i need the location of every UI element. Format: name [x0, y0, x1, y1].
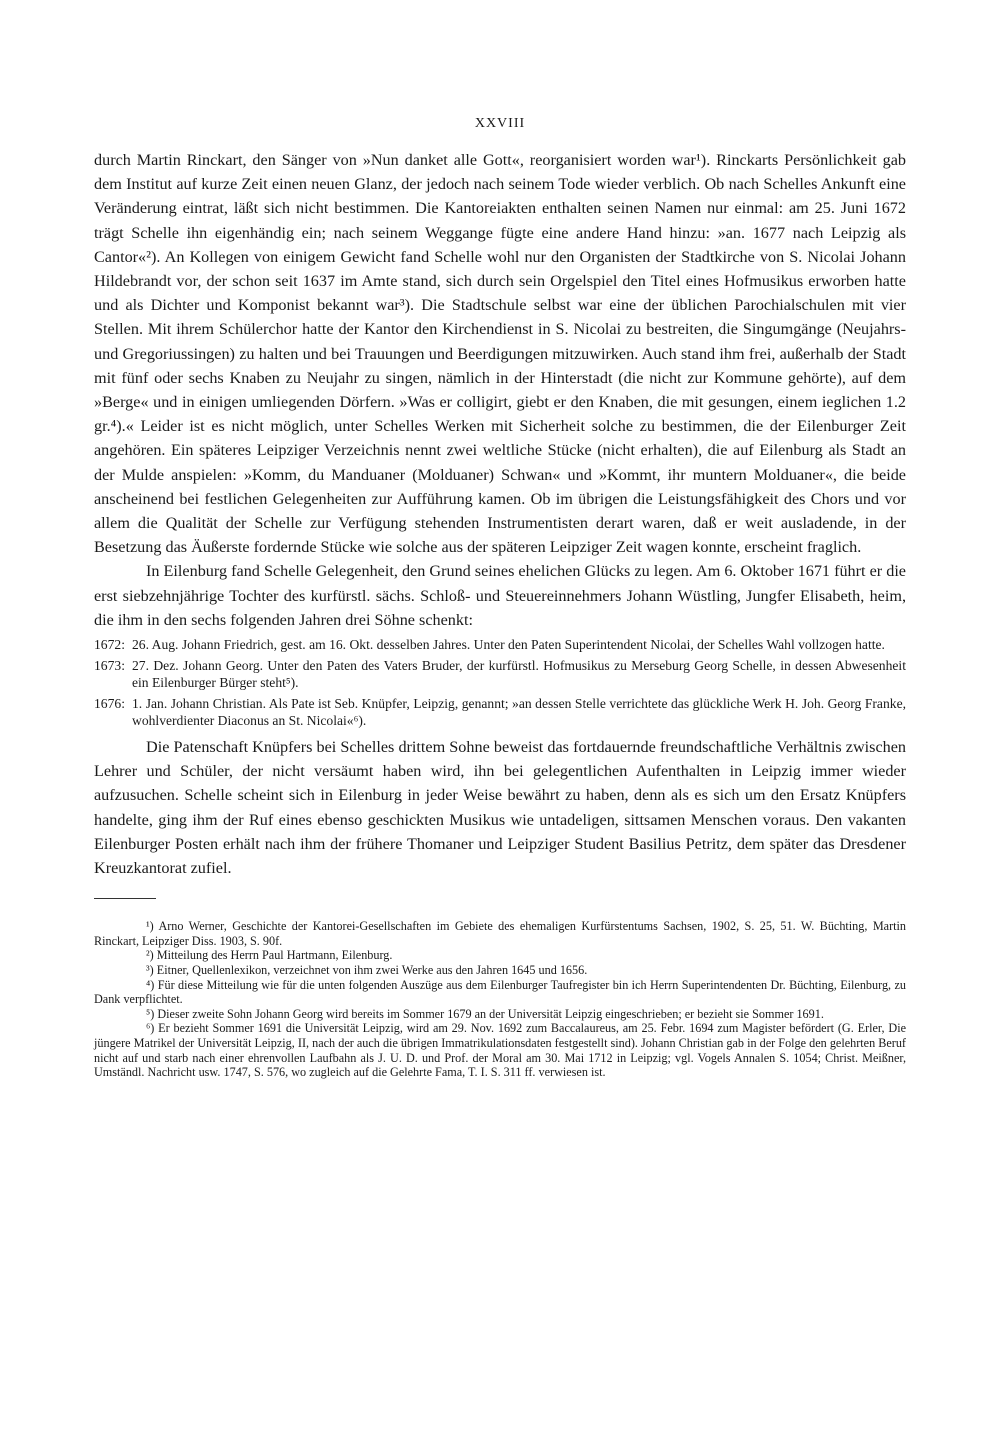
closing-paragraph: Die Patenschaft Knüpfers bei Schelles drittem Sohne beweist das fortdauernde freundschaftliche Verhältnis zwischen Lehrer und Schüler, der nicht versäumt haben wird, ihn bei gelegentlichen Aufenthalten in Leipzig immer wieder aufzusuchen. Schelle scheint sich in Eilenburg in jeder Weise bewährt zu haben, denn als es sich um den Ersatz Knüpfers handelte, ging ihm der Ruf eines ebenso geschickten Musikus wie untadeligen, sittsamen Menschen voraus. Den vakanten Eilenburger Posten erhält nach ihm der frühere Thomaner und Leipziger Student Basilius Petritz, dem später das Dresdener Kreuzkantorat zufiel. [94, 738, 906, 878]
footnote-5: ⁵) Dieser zweite Sohn Johann Georg wird bereits im Sommer 1679 an der Universität Leipzig eingeschrieben; er bezieht sie Sommer 1691. [146, 1006, 824, 1021]
book-page [94, 116, 906, 1080]
footnote-1: ¹) Arno Werner, Geschichte der Kantorei-Gesellschaften im Gebiete des ehemaligen Kurfürstentums Sachsen, 1902, S. 25, 51. W. Büchting, Martin Rinckart, Leipziger Diss. 1903, S. 90f. [94, 919, 906, 948]
footnote-3: ³) Eitner, Quellenlexikon, verzeichnet von ihm zwei Werke aus den Jahren 1645 und 1656. [146, 963, 588, 978]
main-text [94, 148, 906, 880]
footnotes [94, 919, 906, 1080]
birth-register [94, 636, 906, 729]
birth-entry [94, 636, 906, 653]
birth-year: 1676: [94, 696, 125, 712]
footnote-4: ⁴) Für diese Mitteilung wie für die unten folgenden Auszüge aus dem Eilenburger Taufregister bin ich Herrn Superintendenten Dr. Büchting, Eilenburg, zu Dank verpflichtet. [94, 977, 906, 1007]
page-number: XXVIII [474, 116, 526, 131]
footnote-6: ⁶) Er bezieht Sommer 1691 die Universität Leipzig, wird am 29. Nov. 1692 zum Baccalaureus, am 25. Febr. 1694 zum Magister befördert (G. Erler, Die jüngere Matrikel der Universität Leipzig, II, nach der auch die übrigen Immatrikulationsdaten festgestellt sind). Johann Christian gab in der Folge den gelehrten Beruf nicht auf und starb nach einer ehrenvollen Laufbahn als J. U. D. und Prof. der Moral am 30. Mai 1712 in Leipzig; vgl. Vogels Annalen S. 1054; Christ. Meißner, Umständl. Nachricht usw. 1747, S. 576, wo zugleich auf die Gelehrte Fama, T. I. S. 311 ff. verwiesen ist. [94, 1021, 906, 1080]
birth-year: 1673: [94, 658, 125, 674]
footnote-2: ²) Mitteilung des Herrn Paul Hartmann, Eilenburg. [146, 948, 393, 963]
birth-entry [94, 657, 906, 691]
birth-text: 26. Aug. Johann Friedrich, gest. am 16. Okt. desselben Jahres. Unter den Paten Superintendent Nicolai, der Schelles Wahl vollzogen hatte. [132, 637, 885, 653]
birth-entry [94, 695, 906, 729]
footnote-divider [94, 898, 156, 899]
paragraph-1: durch Martin Rinckart, den Sänger von »Nun danket alle Gott«, reorganisiert worden war¹). Rinckarts Persönlichkeit gab dem Institut auf kurze Zeit einen neuen Glanz, der jedoch nach seinem Tode wieder verblich. Ob nach Schelles Ankunft eine Veränderung eintrat, läßt sich nicht bestimmen. Die Kantoreiakten enthalten seinen Namen nur einmal: am 25. Juni 1672 trägt Schelle ihn eigenhändig ein; nach seinem Weggange fügte eine andere Hand hinzu: »an. 1677 nach Leipzig als Cantor«²). An Kollegen von einigem Gewicht fand Schelle wohl nur den Organisten der Stadtkirche von S. Nicolai Johann Hildebrandt vor, der schon seit 1637 im Amte stand, sich durch sein Orgelspiel den Titel eines Hofmusikus erworben hatte und als Dichter und Komponist bekannt war³). Die Stadtschule selbst war eine der üblichen Parochialschulen mit vier Stellen. Mit ihrem Schülerchor hatte der Kantor den Kirchendienst in S. Nicolai zu bestreiten, die Singumgänge (Neujahrs- und Gregoriussingen) zu halten und bei Trauungen und Beerdigungen mitzuwirken. Auch stand ihm frei, außerhalb der Stadt mit fünf oder sechs Knaben zu Neujahr zu singen, nämlich in der Hinterstadt (die nicht zur Kommune gehörte), auf dem »Berge« und in einigen umliegenden Dörfern. »Was er colligirt, giebt er den Knaben, die mit gesungen, einem ieglichen 1.2 gr.⁴).« Leider ist es nicht möglich, unter Schelles Werken mit Sicherheit solche zu bestimmen, die der Eilenburger Zeit angehören. Ein späteres Leipziger Verzeichnis nennt zwei weltliche Stücke (nicht erhalten), die auf Eilenburg als Stadt an der Mulde anspielen: »Komm, du Manduaner (Molduaner) Schwan« und »Kommt, ihr muntern Molduaner«, die beide anscheinend bei festlichen Gelegenheiten zur Aufführung kamen. Ob im übrigen die Leistungsfähigkeit des Chors und vor allem die Qualität der Schelle zur Verfügung stehenden Instrumentisten derart waren, daß er weit ausladende, in der Besetzung das Äußerste fordernde Stücke wie solche aus der späteren Leipziger Zeit wagen konnte, erscheint fraglich. [94, 151, 906, 557]
birth-text: 27. Dez. Johann Georg. Unter den Paten des Vaters Bruder, der kurfürstl. Hofmusikus zu Merseburg Georg Schelle, in dessen Abwesenheit ein Eilenburger Bürger steht⁵). [132, 658, 906, 691]
birth-text: 1. Jan. Johann Christian. Als Pate ist Seb. Knüpfer, Leipzig, genannt; »an dessen Stelle verrichtete das glückliche Werk H. Joh. Georg Franke, wohlverdienter Diaconus an St. Nicolai«⁶). [132, 696, 906, 729]
paragraph-2: In Eilenburg fand Schelle Gelegenheit, den Grund seines ehelichen Glücks zu legen. Am 6. Oktober 1671 führt er die erst siebzehnjährige Tochter des kurfürstl. sächs. Schloß- und Steuereinnehmers Johann Wüstling, Jungfer Elisabeth, heim, die ihm in den sechs folgenden Jahren drei Söhne schenkt: [94, 562, 906, 629]
birth-year: 1672: [94, 637, 125, 653]
